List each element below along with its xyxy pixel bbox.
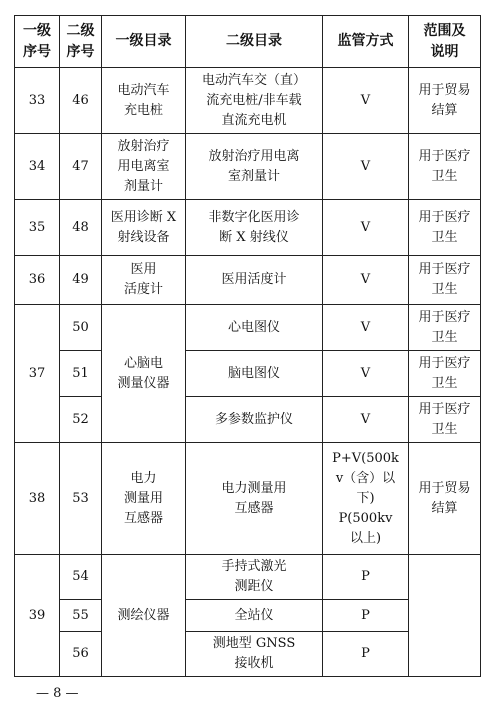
level1-number: 37 <box>15 305 60 443</box>
header-row <box>15 16 481 68</box>
table-row <box>15 134 481 200</box>
scope: 用于贸易 结算 <box>409 68 481 134</box>
supervision-method: V <box>323 200 409 256</box>
level2-catalog: 手持式激光 测距仪 <box>186 555 323 600</box>
level2-number: 55 <box>60 600 102 632</box>
supervision-method: V <box>323 134 409 200</box>
level1-catalog: 放射治疗 用电离室 剂量计 <box>102 134 186 200</box>
header-scope: 范围及 说明 <box>409 16 481 68</box>
supervision-method: P <box>323 555 409 600</box>
level1-catalog: 心脑电 测量仪器 <box>102 305 186 443</box>
level2-number: 56 <box>60 632 102 677</box>
level2-catalog: 电力测量用 互感器 <box>186 443 323 555</box>
supervision-method: P <box>323 600 409 632</box>
scope: 用于医疗 卫生 <box>409 305 481 351</box>
table-row <box>15 68 481 134</box>
level2-number: 49 <box>60 256 102 305</box>
level2-number: 51 <box>60 351 102 397</box>
level2-catalog: 全站仪 <box>186 600 323 632</box>
level1-catalog: 医用 活度计 <box>102 256 186 305</box>
table-row <box>15 256 481 305</box>
table-row <box>15 443 481 555</box>
level1-catalog: 医用诊断 X 射线设备 <box>102 200 186 256</box>
level1-catalog: 测绘仪器 <box>102 555 186 677</box>
scope: 用于医疗 卫生 <box>409 351 481 397</box>
scope: 用于医疗 卫生 <box>409 256 481 305</box>
level2-number: 52 <box>60 397 102 443</box>
scope: 用于医疗 卫生 <box>409 134 481 200</box>
supervision-method: V <box>323 397 409 443</box>
scope: 用于医疗 卫生 <box>409 200 481 256</box>
table-row <box>15 351 481 397</box>
supervision-method: V <box>323 305 409 351</box>
header-level1-catalog: 一级目录 <box>102 16 186 68</box>
level2-catalog: 心电图仪 <box>186 305 323 351</box>
level1-number: 35 <box>15 200 60 256</box>
scope: 用于贸易 结算 <box>409 443 481 555</box>
level2-catalog: 放射治疗用电离 室剂量计 <box>186 134 323 200</box>
supervision-method: P <box>323 632 409 677</box>
level2-catalog: 多参数监护仪 <box>186 397 323 443</box>
level2-number: 50 <box>60 305 102 351</box>
supervision-method: V <box>323 68 409 134</box>
level2-number: 46 <box>60 68 102 134</box>
level2-catalog: 医用活度计 <box>186 256 323 305</box>
level2-number: 54 <box>60 555 102 600</box>
level2-catalog: 测地型 GNSS 接收机 <box>186 632 323 677</box>
scope: 用于医疗 卫生 <box>409 397 481 443</box>
level2-catalog: 电动汽车交（直） 流充电桩/非车载 直流充电机 <box>186 68 323 134</box>
scope <box>409 555 481 677</box>
table-row <box>15 305 481 351</box>
table-row <box>15 200 481 256</box>
level1-number: 39 <box>15 555 60 677</box>
level1-catalog: 电力 测量用 互感器 <box>102 443 186 555</box>
level2-catalog: 非数字化医用诊 断 X 射线仪 <box>186 200 323 256</box>
level2-number: 47 <box>60 134 102 200</box>
header-supervision-method: 监管方式 <box>323 16 409 68</box>
level2-number: 53 <box>60 443 102 555</box>
page-number: — 8 — <box>36 686 79 701</box>
level2-catalog: 脑电图仪 <box>186 351 323 397</box>
level1-number: 33 <box>15 68 60 134</box>
table-row <box>15 555 481 600</box>
supervision-method: P+V(500k v（含）以 下) P(500kv 以上) <box>323 443 409 555</box>
header-level2-catalog: 二级目录 <box>186 16 323 68</box>
supervision-method: V <box>323 351 409 397</box>
level1-number: 34 <box>15 134 60 200</box>
supervision-method: V <box>323 256 409 305</box>
level1-catalog: 电动汽车 充电桩 <box>102 68 186 134</box>
level2-number: 48 <box>60 200 102 256</box>
level1-number: 36 <box>15 256 60 305</box>
catalog-table <box>14 15 481 677</box>
header-level2-number: 二级 序号 <box>60 16 102 68</box>
header-level1-number: 一级 序号 <box>15 16 60 68</box>
level1-number: 38 <box>15 443 60 555</box>
table-row <box>15 397 481 443</box>
